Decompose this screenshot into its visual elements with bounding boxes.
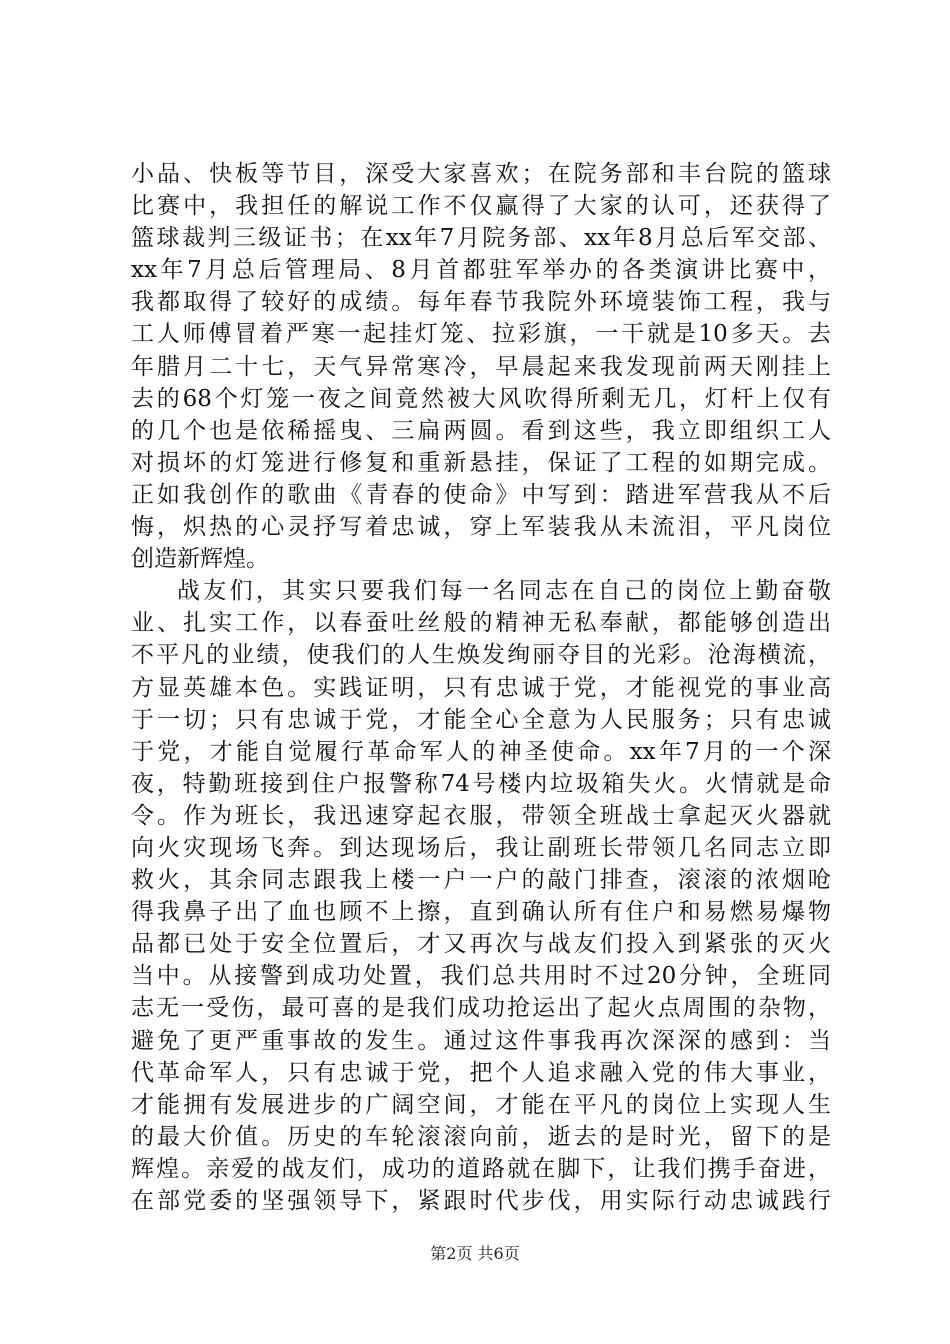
text-line: 篮球裁判三级证书；在xx年7月院务部、xx年8月总后军交部、	[131, 225, 831, 252]
text-line: 在部党委的坚强领导下，紧跟时代步伐，用实际行动忠诚践行	[131, 1188, 831, 1214]
text-line: 志无一受伤，最可喜的是我们成功抢运出了起火点周围的杂物，	[131, 995, 831, 1022]
text-line: 的最大价值。历史的车轮滚滚向前，逝去的是时光，留下的是	[131, 1123, 831, 1150]
text-line: 正如我创作的歌曲《青春的使命》中写到：踏进军营我从不后	[131, 481, 831, 508]
text-line: 对损坏的灯笼进行修复和重新悬挂，保证了工程的如期完成。	[131, 449, 831, 476]
text-line: 避免了更严重事故的发生。通过这件事我再次深深的感到：当	[131, 1027, 831, 1054]
text-line: 令。作为班长，我迅速穿起衣服，带领全班战士拿起灭火器就	[131, 802, 831, 829]
text-line: 代革命军人，只有忠诚于党，把个人追求融入党的伟大事业，	[131, 1059, 831, 1086]
text-line: xx年7月总后管理局、8月首都驻军举办的各类演讲比赛中，	[131, 257, 831, 284]
text-line: 方显英雄本色。实践证明，只有忠诚于党，才能视党的事业高	[131, 674, 831, 701]
text-line: 向火灾现场飞奔。到达现场后，我让副班长带领几名同志立即	[131, 834, 831, 861]
text-line: 小品、快板等节目，深受大家喜欢；在院务部和丰台院的篮球	[131, 161, 831, 187]
text-line: 于党，才能自觉履行革命军人的神圣使命。xx年7月的一个深	[131, 738, 831, 765]
text-line: 品都已处于安全位置后，才又再次与战友们投入到紧张的灭火	[131, 931, 831, 958]
text-line: 比赛中，我担任的解说工作不仅赢得了大家的认可，还获得了	[131, 193, 831, 220]
text-line: 战友们，其实只要我们每一名同志在自己的岗位上勤奋敬	[177, 578, 831, 605]
text-line: 不平凡的业绩，使我们的人生焕发绚丽夺目的光彩。沧海横流，	[131, 642, 831, 669]
text-line: 才能拥有发展进步的广阔空间，才能在平凡的岗位上实现人生	[131, 1091, 831, 1118]
text-line: 去的68个灯笼一夜之间竟然被大风吹得所剩无几，灯杆上仅有	[131, 385, 831, 412]
text-line: 年腊月二十七，天气异常寒冷，早晨起来我发现前两天刚挂上	[131, 353, 831, 380]
text-line: 得我鼻子出了血也顾不上擦，直到确认所有住户和易燃易爆物	[131, 899, 831, 926]
text-line: 的几个也是依稀摇曳、三扁两圆。看到这些，我立即组织工人	[131, 417, 831, 444]
text-line: 辉煌。亲爱的战友们，成功的道路就在脚下，让我们携手奋进，	[131, 1155, 831, 1182]
text-line: 于一切；只有忠诚于党，才能全心全意为人民服务；只有忠诚	[131, 706, 831, 733]
page-number-footer: 第2页 共6页	[430, 1244, 520, 1263]
text-line: 夜，特勤班接到住户报警称74号楼内垃圾箱失火。火情就是命	[131, 770, 831, 797]
body-text	[131, 158, 831, 1217]
text-line: 悔，炽热的心灵抒写着忠诚，穿上军装我从未流泪，平凡岗位	[131, 514, 831, 541]
text-line: 当中。从接警到成功处置，我们总共用时不过20分钟，全班同	[131, 963, 831, 990]
text-line: 我都取得了较好的成绩。每年春节我院外环境装饰工程，我与	[131, 289, 831, 316]
text-line: 创造新辉煌。	[131, 546, 269, 573]
text-line: 工人师傅冒着严寒一起挂灯笼、拉彩旗，一干就是10多天。去	[131, 321, 831, 348]
text-line: 业、扎实工作，以春蚕吐丝般的精神无私奉献，都能够创造出	[131, 610, 831, 637]
text-line: 救火，其余同志跟我上楼一户一户的敲门排查，滚滚的浓烟呛	[131, 867, 831, 894]
